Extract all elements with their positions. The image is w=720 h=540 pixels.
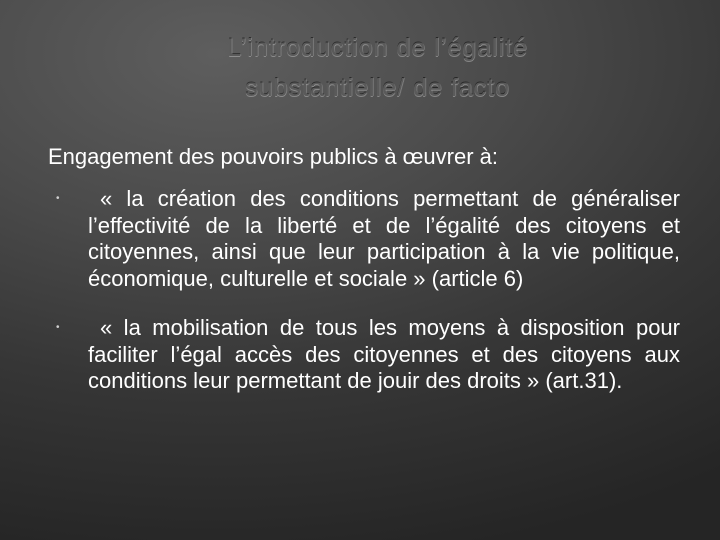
bullet-text-article-31-content: « la mobilisation de tous les moyens à disposition pour faciliter l’égal accès des citoyennes et des citoyens aux conditions leur permettant de jouir des droits » (art.31).: [88, 315, 680, 393]
bullet-text-article-31: [88, 315, 680, 395]
slide-title: [40, 28, 715, 108]
bullet-item-article-6: [56, 186, 680, 292]
bullet-marker-icon: •: [56, 193, 60, 204]
bullet-list: [0, 186, 720, 395]
intro-text: Engagement des pouvoirs publics à œuvrer à:: [48, 144, 499, 169]
bullet-item-article-31: [56, 315, 680, 395]
bullet-text-article-6: [88, 186, 680, 292]
bullet-text-article-6-content: « la création des conditions permettant de généraliser l’effectivité de la liberté et de l’égalité des citoyens et citoyennes, ainsi que leur participation à la vie politique, économique, culturelle et sociale » (article 6): [88, 186, 680, 291]
slide-title-line-2: substantielle/ de facto: [245, 74, 510, 102]
slide-title-line-1: L’introduction de l’égalité: [227, 34, 528, 62]
bullet-marker-icon: •: [56, 322, 60, 333]
